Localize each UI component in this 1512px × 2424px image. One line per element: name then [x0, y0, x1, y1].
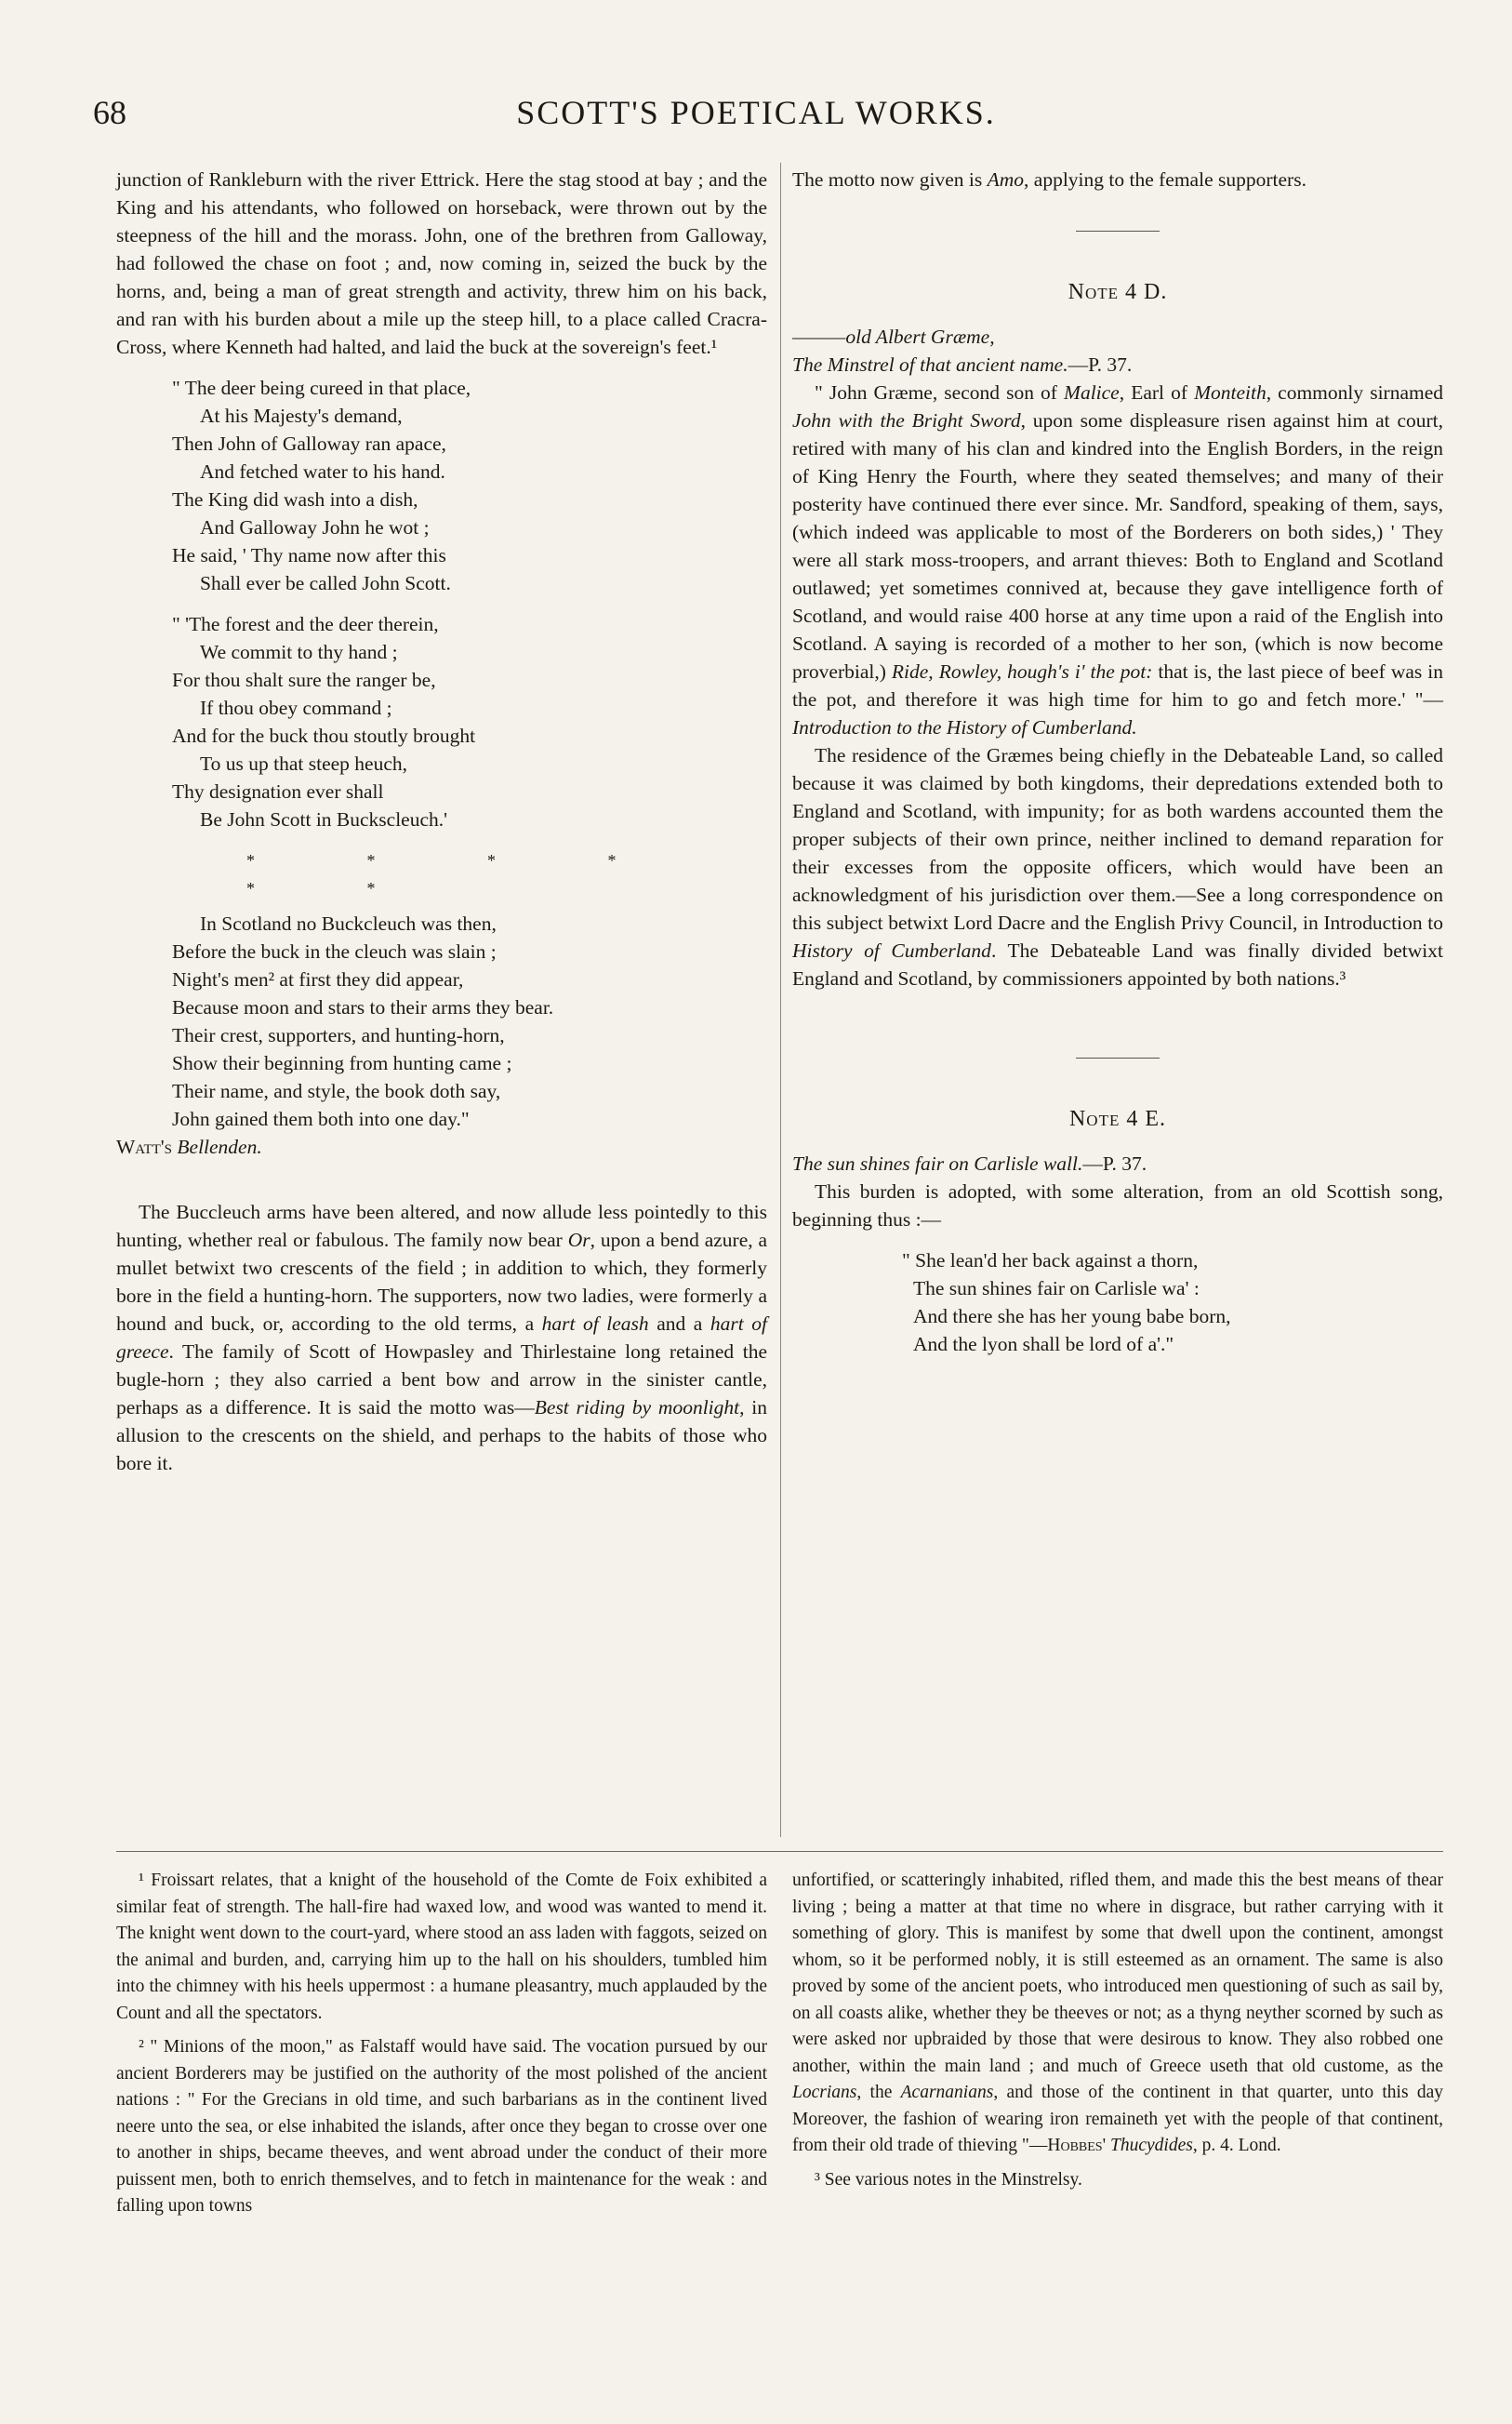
- verse-line: Their crest, supporters, and hunting-horn,: [172, 1024, 505, 1046]
- text-run: " John Græme, second son of: [815, 381, 1065, 404]
- verse-line: In Scotland no Buckcleuch was then,: [200, 912, 497, 935]
- verse-line: The King did wash into a dish,: [172, 488, 418, 511]
- verse-line: Show their beginning from hunting came ;: [172, 1052, 512, 1074]
- verse-stanza-2: [116, 610, 767, 833]
- verse-line: To us up that steep heuch,: [200, 753, 407, 775]
- section-rule: [1076, 1058, 1160, 1059]
- text-run: , applying to the female supporters.: [1024, 168, 1306, 191]
- italic-run: History of Cumberland: [792, 939, 991, 962]
- text-run: , and those of the continent in that quarter, unto this day Moreover, the fashion of wearing iron remaineth yet with the people of that continent, from their old trade of thieving "—: [792, 2083, 1443, 2155]
- text-run: unfortified, or scatteringly inhabited, rifled them, and made this the best means of thear living ; being a matter at that time no where in disgrace, but rather carrying with it something of glory. This is manifest by some that dwell upon the continent, amongst whom, so it be performed nobly, it is still esteemed as an ornament. The same is also proved by some of the ancient poets, who introduced men questioning of such as sail by, on all coasts alike, whether they be theeves or not; as a thyng neyther scorned by such as were asked nor upbraided by those that were desirous to know. They also robbed one another, within the main land ; and much of Greece useth that old custome, as the: [792, 1871, 1443, 2076]
- note-4e-paragraph: This burden is adopted, with some alteration, from an old Scottish song, beginning thus :—: [792, 1180, 1443, 1231]
- text-run: . The Debateable Land was finally divided betwixt England and Scotland, by commissioners appointed by both nations.³: [792, 939, 1443, 990]
- left-column: [116, 166, 767, 1477]
- verse-stanza-3: [116, 910, 767, 1133]
- text-run: , in allusion to the crescents on the shield, and perhaps to the habits of those who bore it.: [116, 1396, 767, 1474]
- text-run: The motto now given is: [792, 168, 988, 191]
- italic-run: Locrians: [792, 2083, 857, 2102]
- text-run: The Buccleuch arms have been altered, and now allude less pointedly to this hunting, whether real or fabulous. The family now bear: [116, 1201, 767, 1251]
- arms-paragraph: [116, 1198, 767, 1477]
- verse-line: Before the buck in the cleuch was slain ;: [172, 940, 497, 963]
- italic-run: Thucydides: [1110, 2136, 1193, 2155]
- verse-line: At his Majesty's demand,: [200, 405, 403, 427]
- note-4d-heading: Note 4 D.: [1068, 280, 1168, 304]
- verse-line: And fetched water to his hand.: [200, 460, 445, 483]
- italic-run: Introduction to the History of Cumberland.: [792, 716, 1137, 739]
- italic-run: Ride, Rowley, hough's i' the pot:: [891, 660, 1153, 683]
- song-line: " She lean'd her back against a thorn,: [902, 1249, 1199, 1272]
- italic-run: Monteith: [1194, 381, 1267, 404]
- verse-line: " 'The forest and the deer therein,: [172, 613, 439, 635]
- right-column: [792, 166, 1443, 1358]
- motto-paragraph: [792, 166, 1443, 193]
- song-line: And the lyon shall be lord of a'.": [913, 1333, 1174, 1355]
- text-run: Hobbes': [1047, 2136, 1107, 2155]
- note-4d-paragraph-1: [792, 379, 1443, 741]
- text-run: , the: [856, 2083, 901, 2102]
- note-4d-paragraph-2: [792, 741, 1443, 992]
- section-rule: [1076, 231, 1160, 232]
- italic-run: Best riding by moonlight: [534, 1396, 740, 1418]
- footnote-rule: [116, 1851, 1443, 1852]
- song-line: And there she has her young babe born,: [913, 1305, 1231, 1327]
- attribution-author: Watt's: [116, 1136, 173, 1158]
- song-stanza: [792, 1246, 1443, 1358]
- verse-line: He said, ' Thy name now after this: [172, 544, 446, 566]
- verse-line: John gained them both into one day.": [172, 1108, 470, 1130]
- footnote-1: ¹ Froissart relates, that a knight of the household of the Comte de Foix exhibited a similar feat of strength. The hall-fire had waxed low, and wood was wanted to mend it. The knight went down to the court-yard, where stood an ass laden with faggots, seized on the animal and burden, and, carrying him up to the hall on his shoulders, tumbled him into the chimney with his heels uppermost : a humane pleasantry, much applauded by the Count and all the spectators.: [116, 1871, 767, 2023]
- italic-run: Amo: [987, 168, 1025, 191]
- italic-run: hart of greece: [116, 1312, 767, 1363]
- footnote-2: ² " Minions of the moon," as Falstaff would have said. The vocation pursued by our ancient Borderers may be justified on the authority of the most polished of the ancient nations : " For the Grecians in old time, and such barbarians as in the continent lived neere unto the sea, or else inhabited the islands, after once they began to crosse over one to another in ships, became theeves, and went abroad under the conduct of their more puissent men, both to enrich themselves, and to fetch in maintenance for the weak : and falling upon towns: [116, 2037, 767, 2216]
- text-run: The residence of the Græmes being chiefly in the Debateable Land, so called because it was claimed by both kingdoms, their depredations extended both to England and Scotland, with impunity; for as both wardens accounted them the proper subjects of their own prince, neither inclined to demand reparation for their excesses from the opposite officers, which would have been an acknowledgment of his jurisdiction over them.—See a long correspondence on this subject betwixt Lord Dacre and the English Privy Council, in Introduction to: [792, 744, 1443, 934]
- text-run: that is, the last piece of beef was in the pot, and therefore it was high time for him to go and fetch more.' "—: [792, 660, 1444, 711]
- verse-line: Thy designation ever shall: [172, 780, 384, 803]
- text-run: —P. 37.: [1068, 353, 1133, 376]
- verse-line: Their name, and style, the book doth say,: [172, 1080, 501, 1102]
- column-divider: [780, 163, 781, 1837]
- text-run: —P. 37.: [1082, 1152, 1147, 1175]
- italic-run: ———old Albert Græme,: [792, 326, 995, 348]
- song-line: The sun shines fair on Carlisle wa' :: [913, 1277, 1200, 1299]
- italic-run: The Minstrel of that ancient name.: [792, 353, 1068, 376]
- text-run: and a: [648, 1312, 710, 1335]
- verse-line: If thou obey command ;: [200, 697, 392, 719]
- book-title: SCOTT'S POETICAL WORKS.: [516, 94, 996, 131]
- note-4d-source: [792, 351, 1443, 379]
- text-run: . The family of Scott of Howpasley and Thirlestaine long retained the bugle-horn ; they also carried a bent bow and arrow in the sinister cantle, perhaps as a difference. It is said the motto was—: [116, 1340, 767, 1418]
- italic-run: Acarnanians: [900, 2083, 994, 2102]
- page-number: 68: [93, 94, 126, 131]
- verse-line: Night's men² at first they did appear,: [172, 968, 464, 991]
- text-run: , Earl of: [1119, 381, 1195, 404]
- italic-run: Or: [567, 1229, 590, 1251]
- verse-line: For thou shalt sure the ranger be,: [172, 669, 436, 691]
- italic-run: The sun shines fair on Carlisle wall.: [792, 1152, 1083, 1175]
- verse-line: " The deer being cureed in that place,: [172, 377, 471, 399]
- verse-line: Then John of Galloway ran apace,: [172, 433, 446, 455]
- footnote-3: ³ See various notes in the Minstrelsy.: [815, 2169, 1082, 2190]
- text-run: , upon some displeasure risen against him at court, retired with many of his clan and kindred into the English Borders, in the reign of King Henry the Fourth, where they seated themselves; and many of their posterity have continued there ever since. Mr. Sandford, speaking of them, says, (which indeed was applicable to most of the Borderers on both sides,) ' They were all stark moss-troopers, and arrant thieves: Both to England and Scotland outlawed; yet sometimes connived at, because they gave intelligence forth of Scotland, and would raise 400 horse at any time upon a raid of the English into Scotland. A saying is recorded of a mother to her son, (which is now become proverbial,): [792, 409, 1443, 683]
- italic-run: John with the Bright Sword: [792, 409, 1021, 432]
- text-run: , upon a bend azure, a mullet betwixt two crescents of the field ; in addition to which, they formerly bore in the field a hunting-horn. The supporters, now two ladies, were formerly a hound and buck, or, according to the old terms, a: [116, 1229, 768, 1335]
- text-run: , commonly sirnamed: [1266, 381, 1444, 404]
- attribution-title: Bellenden.: [177, 1136, 262, 1158]
- verse-line: Shall ever be called John Scott.: [200, 572, 451, 594]
- footnotes-left: [116, 1868, 767, 2228]
- verse-line: And Galloway John he wot ;: [200, 516, 430, 539]
- footnotes-right: [792, 1868, 1443, 2201]
- intro-paragraph: junction of Rankleburn with the river Ettrick. Here the stag stood at bay ; and the King and his attendants, who followed on horseback, were thrown out by the steepness of the hill and the morass. John, one of the brethren from Galloway, had followed the chase on foot ; and, now coming in, seized the buck by the horns, and, being a man of great strength and activity, threw him on his back, and ran with his burden about a mile up the steep hill, to a place called Cracra-Cross, where Kenneth had halted, and laid the buck at the sovereign's feet.¹: [116, 168, 767, 358]
- text-run: , p. 4. Lond.: [1192, 2136, 1281, 2155]
- footnote-2-continued: [792, 1868, 1443, 2160]
- italic-run: Malice: [1064, 381, 1120, 404]
- note-4d-quote: [792, 323, 1443, 351]
- italic-run: hart of leash: [541, 1312, 649, 1335]
- verse-line: Because moon and stars to their arms they bear.: [172, 996, 554, 1019]
- verse-line: Be John Scott in Buckscleuch.': [200, 808, 448, 831]
- asterism: * * * * * *: [246, 851, 670, 898]
- verse-line: And for the buck thou stoutly brought: [172, 725, 476, 747]
- running-head: [93, 93, 1419, 149]
- note-4e-quote: [792, 1150, 1443, 1178]
- verse-stanza-1: [116, 374, 767, 597]
- note-4e-heading: Note 4 E.: [1068, 1107, 1167, 1131]
- verse-attribution: [116, 1133, 767, 1161]
- verse-line: We commit to thy hand ;: [200, 641, 398, 663]
